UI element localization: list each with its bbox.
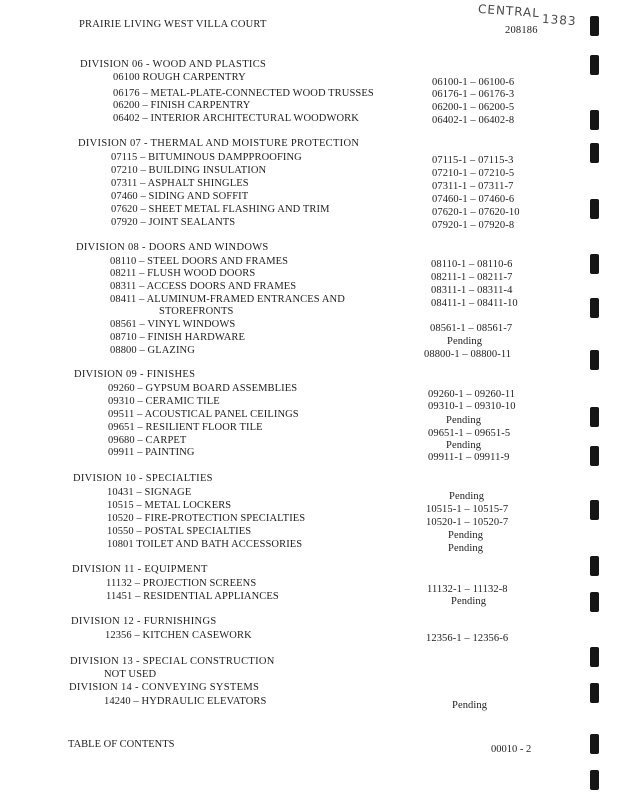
division-heading: DIVISION 14 - CONVEYING SYSTEMS	[69, 682, 260, 693]
spec-section-label: 07311 – ASPHALT SHINGLES	[111, 178, 249, 189]
spec-section-label: 08800 – GLAZING	[110, 345, 195, 356]
spec-section-pages: 06402-1 – 06402-8	[432, 115, 515, 126]
spec-section-pages: 09310-1 – 09310-10	[428, 401, 516, 412]
spec-section-pages: 09651-1 – 09651-5	[428, 428, 511, 439]
spec-section-pages: 06200-1 – 06200-5	[432, 102, 515, 113]
spec-section-pages: 07210-1 – 07210-5	[432, 168, 515, 179]
spec-section-pages: 08311-1 – 08311-4	[431, 285, 513, 296]
spec-section-label: 08411 – ALUMINUM-FRAMED ENTRANCES AND	[110, 294, 345, 305]
spec-section-pages: Pending	[448, 543, 484, 554]
spec-section-pages: Pending	[446, 440, 482, 451]
spec-section-pages: 09911-1 – 09911-9	[428, 452, 510, 463]
spec-section-pages: 10515-1 – 10515-7	[426, 504, 509, 515]
spec-section-label: 08211 – FLUSH WOOD DOORS	[110, 268, 256, 279]
spec-section-pages: Pending	[449, 491, 485, 502]
spec-section-pages: 08800-1 – 08800-11	[424, 349, 512, 360]
spec-section-label: 06176 – METAL-PLATE-CONNECTED WOOD TRUSSES	[113, 88, 374, 99]
division-heading: DIVISION 06 - WOOD AND PLASTICS	[80, 59, 267, 70]
binder-hole-mark	[590, 298, 599, 318]
binder-hole-mark	[590, 350, 599, 370]
division-heading: DIVISION 13 - SPECIAL CONSTRUCTION	[70, 656, 275, 667]
spec-section-label: 09911 – PAINTING	[108, 447, 195, 458]
spec-section-pages: 11132-1 – 11132-8	[427, 584, 508, 595]
spec-section-pages: Pending	[446, 415, 482, 426]
spec-section-pages: Pending	[448, 530, 484, 541]
binder-hole-mark	[590, 500, 599, 520]
spec-section-label: 08561 – VINYL WINDOWS	[110, 319, 236, 330]
spec-section-label: 09310 – CERAMIC TILE	[108, 396, 220, 407]
division-heading: DIVISION 07 - THERMAL AND MOISTURE PROTECTION	[78, 138, 360, 149]
division-heading: DIVISION 09 - FINISHES	[74, 369, 196, 380]
spec-section-pages: 12356-1 – 12356-6	[426, 633, 509, 644]
binder-hole-mark	[590, 254, 599, 274]
binder-hole-mark	[590, 16, 599, 36]
spec-section-pages: Pending	[447, 336, 483, 347]
project-title: PRAIRIE LIVING WEST VILLA COURT	[79, 19, 267, 30]
spec-section-pages: 07115-1 – 07115-3	[432, 155, 514, 166]
binder-hole-mark	[590, 407, 599, 427]
spec-section-pages: 08561-1 – 08561-7	[430, 323, 513, 334]
spec-section-pages: 08211-1 – 08211-7	[431, 272, 513, 283]
spec-section-label: 11132 – PROJECTION SCREENS	[106, 578, 257, 589]
binder-hole-mark	[590, 734, 599, 754]
spec-section-pages: 10520-1 – 10520-7	[426, 517, 509, 528]
spec-section-pages: 09260-1 – 09260-11	[428, 389, 516, 400]
project-number: 208186	[505, 25, 538, 36]
spec-section-label: 09651 – RESILIENT FLOOR TILE	[108, 422, 263, 433]
binder-hole-mark	[590, 143, 599, 163]
footer-label: TABLE OF CONTENTS	[68, 739, 175, 750]
page-number: 00010 - 2	[491, 744, 532, 755]
binder-hole-mark	[590, 647, 599, 667]
spec-section-label: 07210 – BUILDING INSULATION	[111, 165, 267, 176]
spec-section-label: 09260 – GYPSUM BOARD ASSEMBLIES	[108, 383, 298, 394]
spec-section-pages: 08411-1 – 08411-10	[431, 298, 518, 309]
spec-section-label: 14240 – HYDRAULIC ELEVATORS	[104, 696, 267, 707]
spec-section-label: 12356 – KITCHEN CASEWORK	[105, 630, 252, 641]
binder-hole-mark	[590, 556, 599, 576]
spec-section-pages: 08110-1 – 08110-6	[431, 259, 513, 270]
binder-hole-mark	[590, 446, 599, 466]
division-heading: DIVISION 10 - SPECIALTIES	[73, 473, 213, 484]
spec-section-label: 10550 – POSTAL SPECIALTIES	[107, 526, 252, 537]
spec-section-label: 06100 ROUGH CARPENTRY	[113, 72, 246, 83]
binder-hole-mark	[590, 110, 599, 130]
spec-section-label: 06200 – FINISH CARPENTRY	[113, 100, 251, 111]
spec-section-pages: 07920-1 – 07920-8	[432, 220, 515, 231]
handwritten-note-number: 1383	[541, 11, 577, 29]
spec-section-label: 10515 – METAL LOCKERS	[107, 500, 232, 511]
division-heading: DIVISION 11 - EQUIPMENT	[72, 564, 208, 575]
spec-section-label: 07115 – BITUMINOUS DAMPPROOFING	[111, 152, 302, 163]
spec-section-pages: Pending	[452, 700, 488, 711]
spec-section-pages: 06176-1 – 06176-3	[432, 89, 515, 100]
division-heading: DIVISION 08 - DOORS AND WINDOWS	[76, 242, 269, 253]
spec-section-pages: 07460-1 – 07460-6	[432, 194, 515, 205]
spec-section-label: 10431 – SIGNAGE	[107, 487, 192, 498]
spec-section-label: 06402 – INTERIOR ARCHITECTURAL WOODWORK	[113, 113, 359, 124]
spec-section-label: 08110 – STEEL DOORS AND FRAMES	[110, 256, 289, 267]
spec-section-label: 10801 TOILET AND BATH ACCESSORIES	[107, 539, 303, 550]
spec-section-label: 08710 – FINISH HARDWARE	[110, 332, 246, 343]
spec-section-pages: 07620-1 – 07620-10	[432, 207, 520, 218]
binder-hole-mark	[590, 199, 599, 219]
spec-section-label: NOT USED	[104, 669, 157, 680]
spec-section-label: STOREFRONTS	[159, 306, 234, 317]
division-heading: DIVISION 12 - FURNISHINGS	[71, 616, 217, 627]
handwritten-note: CENTRAL	[477, 1, 541, 21]
spec-section-label: 07460 – SIDING AND SOFFIT	[111, 191, 249, 202]
binder-hole-mark	[590, 683, 599, 703]
binder-hole-mark	[590, 55, 599, 75]
binder-hole-mark	[590, 592, 599, 612]
spec-section-label: 11451 – RESIDENTIAL APPLIANCES	[106, 591, 279, 602]
spec-section-label: 09511 – ACOUSTICAL PANEL CEILINGS	[108, 409, 299, 420]
spec-section-label: 09680 – CARPET	[108, 435, 187, 446]
spec-section-pages: Pending	[451, 596, 487, 607]
spec-section-label: 07620 – SHEET METAL FLASHING AND TRIM	[111, 204, 330, 215]
spec-section-label: 07920 – JOINT SEALANTS	[111, 217, 236, 228]
spec-section-label: 10520 – FIRE-PROTECTION SPECIALTIES	[107, 513, 306, 524]
spec-section-pages: 06100-1 – 06100-6	[432, 77, 515, 88]
spec-section-pages: 07311-1 – 07311-7	[432, 181, 514, 192]
spec-section-label: 08311 – ACCESS DOORS AND FRAMES	[110, 281, 297, 292]
binder-hole-mark	[590, 770, 599, 790]
